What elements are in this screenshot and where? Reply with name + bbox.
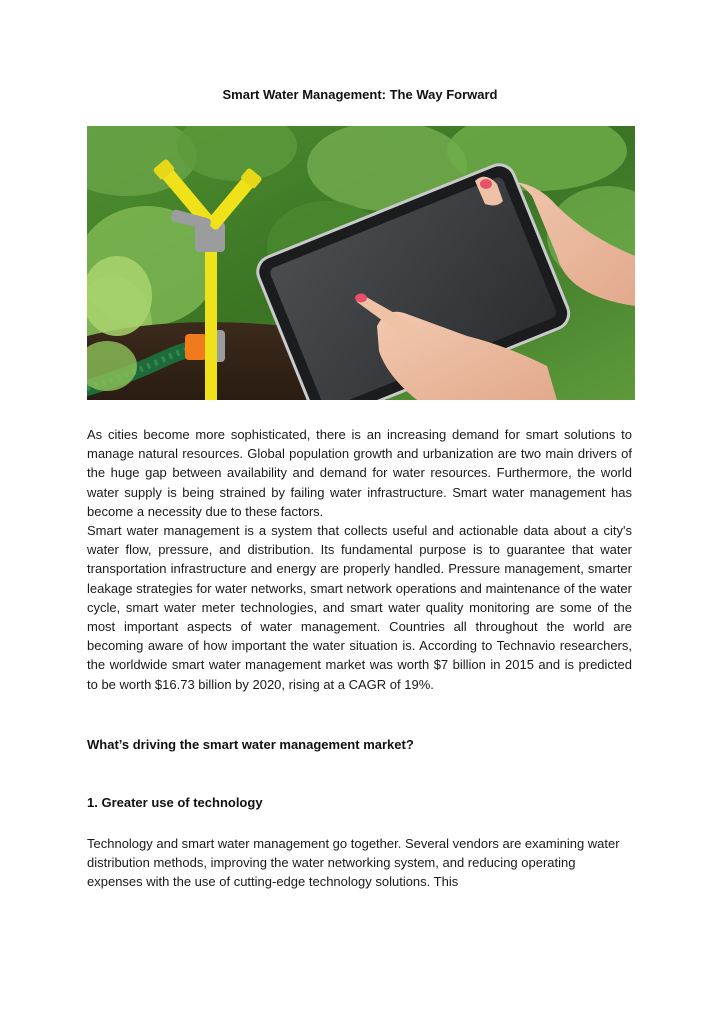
document-title: Smart Water Management: The Way Forward xyxy=(222,87,498,102)
intro-paragraph: As cities become more sophisticated, there is an increasing demand for smart solutions to manage natural resources. Global population growth and urbanization are two main drivers of the huge gap between availability and demand for water resources. Furthermore, the world water supply is being strained by failing water infrastructure. Smart water management has become a necessity due to these factors. xyxy=(87,427,632,519)
section-heading-drivers: What’s driving the smart water management market? xyxy=(87,736,414,752)
definition-paragraph: Smart water management is a system that collects useful and actionable data about a city's water flow, pressure, and distribution. Its fundamental purpose is to guarantee that water transportation infrastructure and energy are properly handled. Pressure management, smarter leakage strategies for water networks, smart network operations and maintenance of the water cycle, smart water meter technologies, and smart water quality monitoring are some of the most important aspects of water management. Countries all throughout the world are becoming aware of how important the water situation is. According to Technavio researchers, the worldwide smart water management market was worth $7 billion in 2015 and is predicted to be worth $16.73 billion by 2020, rising at a CAGR of 19%. xyxy=(87,523,632,692)
article-body xyxy=(87,425,632,891)
garden-sprinkler-and-tablet-photo-icon xyxy=(87,126,635,400)
subheading-technology: 1. Greater use of technology xyxy=(87,794,263,810)
hero-image xyxy=(87,126,635,400)
technology-paragraph: Technology and smart water management go together. Several vendors are examining water distribution methods, improving the water networking system, and reducing operating expenses with the use of cutting-edge technology solutions. This xyxy=(87,835,620,890)
